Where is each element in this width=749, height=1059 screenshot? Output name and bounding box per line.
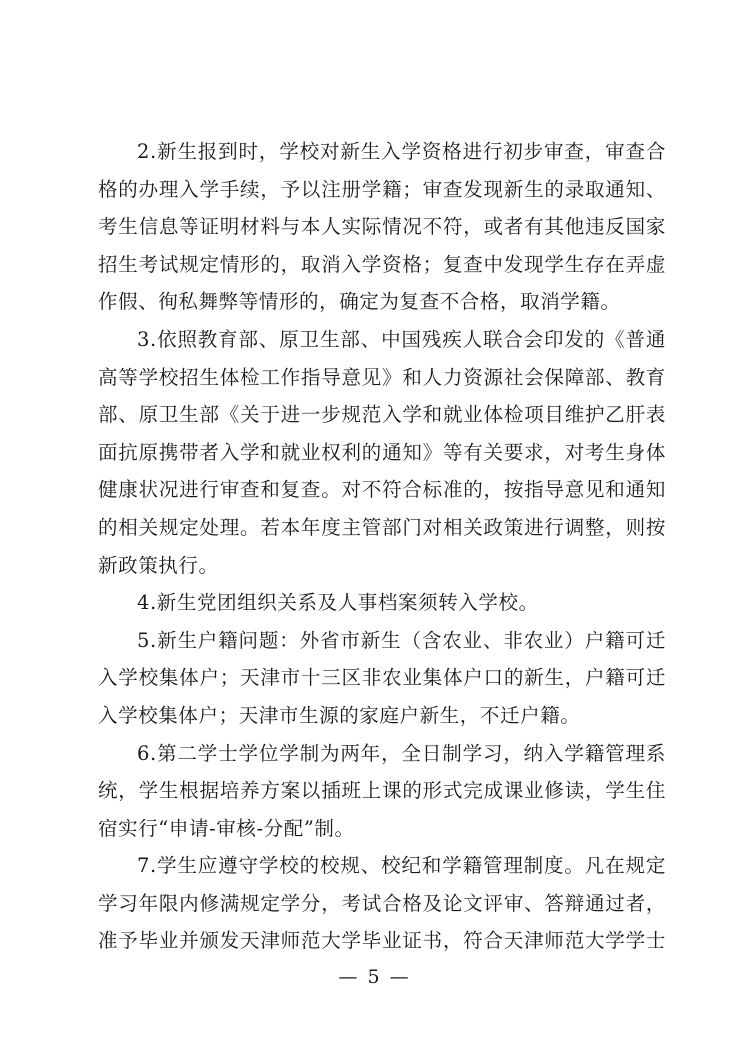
paragraph-4-party-records: 4.新生党团组织关系及人事档案须转入学校。 [137, 591, 539, 615]
document-body [98, 133, 666, 960]
paragraph-7-graduation: 7.学生应遵守学校的校规、校纪和学籍管理制度。凡在规定学习年限内修满规定学分，考试合格及论文评审、答辩通过者，准予毕业并颁发天津师范大学毕业证书，符合天津师范大学学士 [98, 854, 666, 953]
page-number: — 5 — [338, 966, 411, 988]
paragraph-6-second-degree: 6.第二学士学位学制为两年，全日制学习，纳入学籍管理系统，学生根据培养方案以插班上课的形式完成课业修读，学生住宿实行“申请-审核-分配”制。 [98, 741, 666, 840]
paragraph-2-registration-review: 2.新生报到时，学校对新生入学资格进行初步审查，审查合格的办理入学手续，予以注册学籍；审查发现新生的录取通知、考生信息等证明材料与本人实际情况不符，或者有其他违反国家招生考试规定情形的，取消入学资格；复查中发现学生存在弄虚作假、徇私舞弊等情形的，确定为复查不合格，取消学籍。 [98, 140, 666, 314]
paragraph-5-household-registration: 5.新生户籍问题：外省市新生（含农业、非农业）户籍可迁入学校集体户；天津市十三区非农业集体户口的新生，户籍可迁入学校集体户；天津市生源的家庭户新生，不迁户籍。 [98, 628, 666, 727]
paragraph-3-health-check: 3.依照教育部、原卫生部、中国残疾人联合会印发的《普通高等学校招生体检工作指导意见》和人力资源社会保障部、教育部、原卫生部《关于进一步规范入学和就业体检项目维护乙肝表面抗原携带者入学和就业权利的通知》等有关要求，对考生身体健康状况进行审查和复查。对不符合标准的，按指导意见和通知的相关规定处理。若本年度主管部门对相关政策进行调整，则按新政策执行。 [98, 327, 666, 577]
